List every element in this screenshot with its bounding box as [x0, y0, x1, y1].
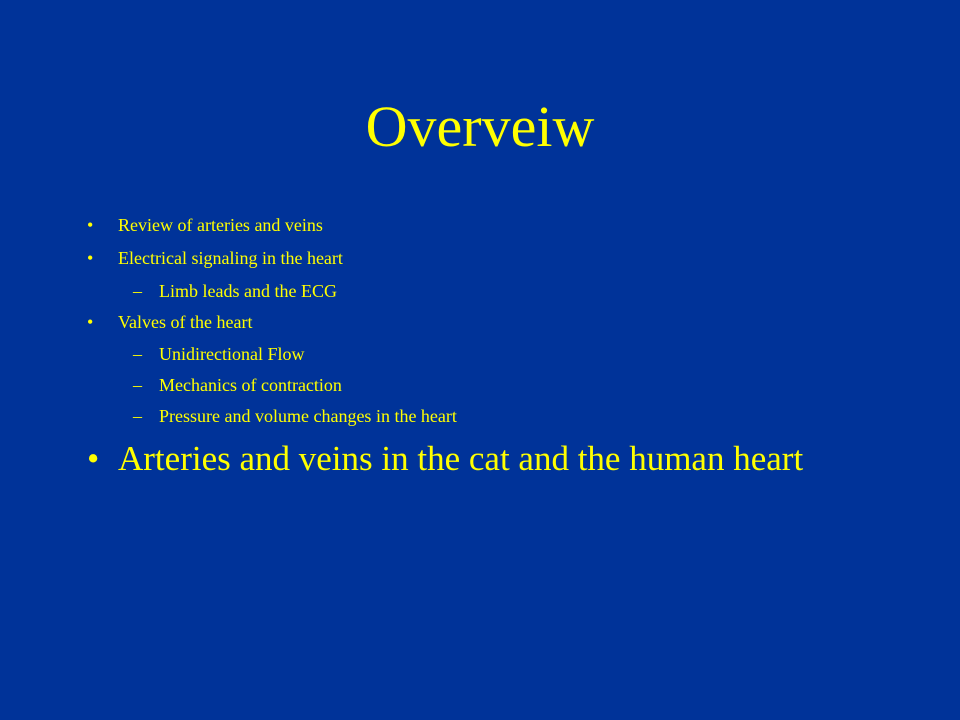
dash-icon: – [133, 375, 142, 395]
list-item-text: Arteries and veins in the cat and the human heart [118, 439, 804, 478]
list-item-text: Review of arteries and veins [118, 215, 323, 235]
bullet-icon: • [87, 215, 94, 235]
dash-icon: – [133, 406, 142, 426]
list-item-text: Valves of the heart [118, 312, 253, 332]
dash-icon: – [133, 281, 142, 301]
dash-icon: – [133, 344, 142, 364]
list-item-text: Electrical signaling in the heart [118, 248, 343, 268]
list-item-text: Mechanics of contraction [159, 375, 342, 395]
bullet-icon: • [87, 312, 94, 332]
list-item-text: Limb leads and the ECG [159, 281, 337, 301]
bullet-icon: • [87, 248, 94, 268]
list-item-text: Unidirectional Flow [159, 344, 305, 364]
slide-title: Overveiw [365, 94, 595, 159]
bullet-icon: • [87, 439, 100, 478]
list-item-text: Pressure and volume changes in the heart [159, 406, 457, 426]
